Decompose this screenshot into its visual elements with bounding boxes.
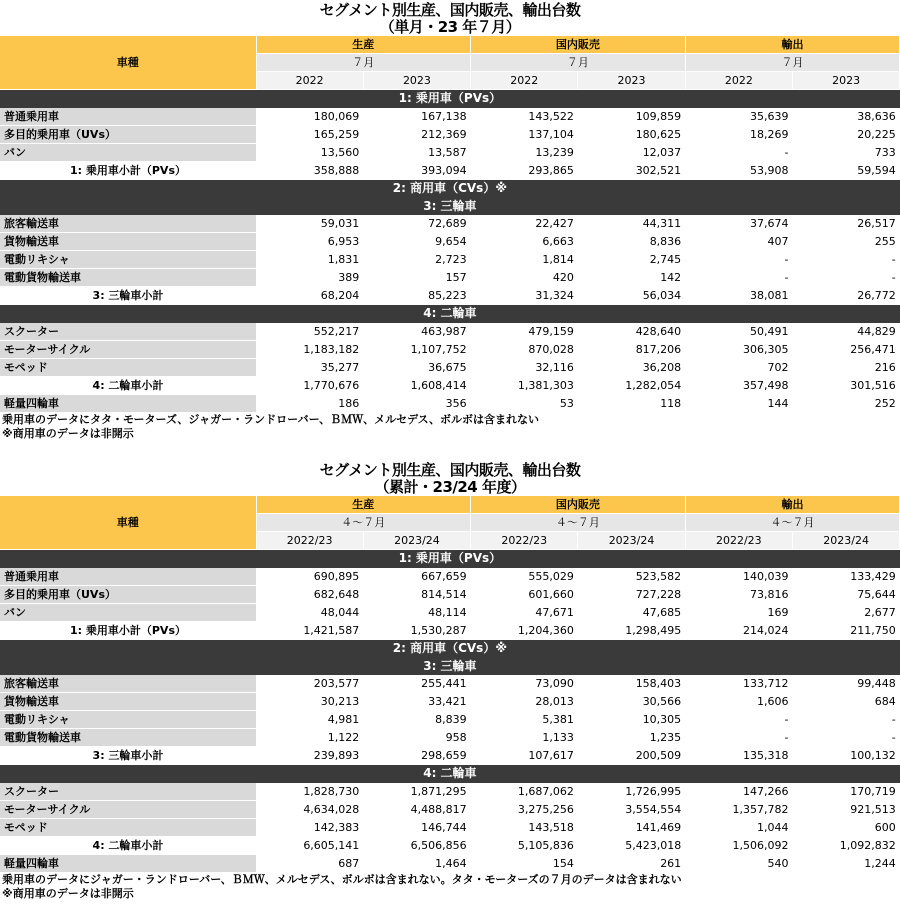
- cell-value: 36,675: [363, 358, 470, 376]
- cell-value: -: [792, 729, 899, 747]
- group-header: 輸出: [685, 496, 900, 514]
- year-header: 2022: [471, 72, 578, 90]
- cell-value: 48,114: [363, 603, 470, 621]
- cell-value: 1,133: [471, 729, 578, 747]
- row-label: バン: [0, 603, 256, 621]
- cell-value: 13,239: [471, 143, 578, 161]
- section-header: [0, 197, 900, 215]
- data-table: [0, 496, 900, 873]
- period-header: ７月: [471, 54, 686, 72]
- cell-value: 142: [578, 269, 685, 287]
- header-row-groups: [0, 36, 900, 54]
- cell-value: 169: [685, 603, 792, 621]
- cell-value: 428,640: [578, 323, 685, 341]
- cell-value: 306,305: [685, 340, 792, 358]
- cell-value: 1,726,995: [578, 783, 685, 801]
- cell-value: -: [685, 269, 792, 287]
- cell-value: 30,213: [256, 693, 363, 711]
- row-label: モペッド: [0, 358, 256, 376]
- group-header: 生産: [256, 36, 471, 54]
- cell-value: 141,469: [578, 818, 685, 836]
- group-header: 輸出: [685, 36, 900, 54]
- year-header: 2023/24: [792, 532, 899, 550]
- cell-value: 1,506,092: [685, 836, 792, 854]
- cell-value: 211,750: [792, 621, 899, 639]
- cell-value: 143,518: [471, 818, 578, 836]
- table-row: [0, 603, 900, 621]
- cell-value: 540: [685, 854, 792, 872]
- cell-value: 5,381: [471, 711, 578, 729]
- section-header: [0, 305, 900, 323]
- data-table: [0, 36, 900, 413]
- group-header: 生産: [256, 496, 471, 514]
- cell-value: 239,893: [256, 747, 363, 765]
- cell-value: 30,566: [578, 693, 685, 711]
- row-label: 軽量四輪車: [0, 854, 256, 872]
- cell-value: 12,037: [578, 143, 685, 161]
- cell-value: 555,029: [471, 568, 578, 586]
- cell-value: 1,357,782: [685, 800, 792, 818]
- table-row: [0, 233, 900, 251]
- year-header: 2022/23: [256, 532, 363, 550]
- row-label: 電動リキシャ: [0, 711, 256, 729]
- cell-value: 5,423,018: [578, 836, 685, 854]
- section-title: 4: 二輪車: [0, 305, 900, 323]
- cell-value: 146,744: [363, 818, 470, 836]
- row-label: 普通乗用車: [0, 568, 256, 586]
- footnotes: [0, 873, 900, 901]
- footnotes: [0, 413, 900, 441]
- table-row: [0, 783, 900, 801]
- year-header: 2023: [363, 72, 470, 90]
- cell-value: 20,225: [792, 125, 899, 143]
- table-row: [0, 568, 900, 586]
- row-label: スクーター: [0, 783, 256, 801]
- table-row: [0, 108, 900, 126]
- cell-value: 1,770,676: [256, 376, 363, 394]
- cell-value: 393,094: [363, 161, 470, 179]
- section-title: 3: 三輪車: [0, 657, 900, 675]
- cell-value: 1,244: [792, 854, 899, 872]
- cell-value: 1,204,360: [471, 621, 578, 639]
- section-title: 2: 商用車（CVs）※: [0, 179, 900, 197]
- cell-value: 302,521: [578, 161, 685, 179]
- cell-value: 479,159: [471, 323, 578, 341]
- cell-value: 2,745: [578, 251, 685, 269]
- row-label: 1: 乗用車小計（PVs）: [0, 161, 256, 179]
- cell-value: 56,034: [578, 287, 685, 305]
- row-label: 電動貨物輸送車: [0, 269, 256, 287]
- row-label: 多目的乗用車（UVs）: [0, 125, 256, 143]
- cell-value: 6,506,856: [363, 836, 470, 854]
- year-header: 2023: [792, 72, 899, 90]
- row-label: 4: 二輪車小計: [0, 836, 256, 854]
- cell-value: 1,044: [685, 818, 792, 836]
- cell-value: 85,223: [363, 287, 470, 305]
- cell-value: 690,895: [256, 568, 363, 586]
- section-header: [0, 90, 900, 108]
- cell-value: 9,654: [363, 233, 470, 251]
- table-row: [0, 585, 900, 603]
- table-row: [0, 251, 900, 269]
- cell-value: 68,204: [256, 287, 363, 305]
- row-label: モーターサイクル: [0, 800, 256, 818]
- section-title: 3: 三輪車: [0, 197, 900, 215]
- row-label: 軽量四輪車: [0, 394, 256, 412]
- row-label: モペッド: [0, 818, 256, 836]
- header-row-groups: [0, 496, 900, 514]
- cell-value: 170,719: [792, 783, 899, 801]
- row-label: 旅客輸送車: [0, 675, 256, 693]
- cell-value: 1,235: [578, 729, 685, 747]
- cell-value: 73,090: [471, 675, 578, 693]
- cell-value: 212,369: [363, 125, 470, 143]
- cell-value: 31,324: [471, 287, 578, 305]
- cell-value: 1,122: [256, 729, 363, 747]
- title-line-2: （単月・23 年７月）: [379, 18, 521, 36]
- year-header: 2022: [685, 72, 792, 90]
- cell-value: 4,634,028: [256, 800, 363, 818]
- row-label: 電動リキシャ: [0, 251, 256, 269]
- cell-value: -: [685, 729, 792, 747]
- cell-value: 2,723: [363, 251, 470, 269]
- cell-value: 1,687,062: [471, 783, 578, 801]
- cell-value: -: [685, 251, 792, 269]
- cell-value: 3,554,554: [578, 800, 685, 818]
- cell-value: 687: [256, 854, 363, 872]
- cell-value: 255: [792, 233, 899, 251]
- cell-value: 1,381,303: [471, 376, 578, 394]
- cell-value: 47,685: [578, 603, 685, 621]
- cell-value: 53: [471, 394, 578, 412]
- table-row: [0, 675, 900, 693]
- table-row: [0, 818, 900, 836]
- cell-value: 733: [792, 143, 899, 161]
- cell-value: 75,644: [792, 585, 899, 603]
- cell-value: 684: [792, 693, 899, 711]
- subtotal-row: [0, 747, 900, 765]
- table-row: [0, 215, 900, 233]
- cell-value: 167,138: [363, 108, 470, 126]
- cell-value: 28,013: [471, 693, 578, 711]
- cell-value: 1,871,295: [363, 783, 470, 801]
- cell-value: 463,987: [363, 323, 470, 341]
- cell-value: 958: [363, 729, 470, 747]
- cell-value: 667,659: [363, 568, 470, 586]
- period-header: ７月: [685, 54, 900, 72]
- cell-value: 26,772: [792, 287, 899, 305]
- cell-value: 301,516: [792, 376, 899, 394]
- cell-value: 59,594: [792, 161, 899, 179]
- cell-value: 1,608,414: [363, 376, 470, 394]
- cell-value: 50,491: [685, 323, 792, 341]
- cell-value: 203,577: [256, 675, 363, 693]
- cell-value: 35,639: [685, 108, 792, 126]
- cell-value: 140,039: [685, 568, 792, 586]
- cell-value: 180,069: [256, 108, 363, 126]
- period-header: ４～７月: [256, 514, 471, 532]
- footnote: ※商用車のデータは非開示: [2, 426, 134, 440]
- cell-value: 814,514: [363, 585, 470, 603]
- cell-value: 1,464: [363, 854, 470, 872]
- row-label: 普通乗用車: [0, 108, 256, 126]
- subtotal-row: [0, 621, 900, 639]
- year-header: 2023/24: [578, 532, 685, 550]
- year-header: 2023: [578, 72, 685, 90]
- row-label: 貨物輸送車: [0, 233, 256, 251]
- cell-value: 109,859: [578, 108, 685, 126]
- cell-value: 357,498: [685, 376, 792, 394]
- table-title: [0, 2, 900, 36]
- cell-value: 53,908: [685, 161, 792, 179]
- section-header: [0, 550, 900, 568]
- cell-value: 8,839: [363, 711, 470, 729]
- period-header: ４～７月: [471, 514, 686, 532]
- group-header: 国内販売: [471, 36, 686, 54]
- row-label: 3: 三輪車小計: [0, 287, 256, 305]
- section-title: 2: 商用車（CVs）※: [0, 639, 900, 657]
- cell-value: 142,383: [256, 818, 363, 836]
- section-header: [0, 179, 900, 197]
- monthly-table-block: [0, 2, 900, 441]
- cell-value: 135,318: [685, 747, 792, 765]
- subtotal-row: [0, 836, 900, 854]
- row-label: 貨物輸送車: [0, 693, 256, 711]
- row-label: モーターサイクル: [0, 340, 256, 358]
- cell-value: 48,044: [256, 603, 363, 621]
- cell-value: 99,448: [792, 675, 899, 693]
- table-row: [0, 358, 900, 376]
- cell-value: 817,206: [578, 340, 685, 358]
- section-title: 1: 乗用車（PVs）: [0, 550, 900, 568]
- table-row: [0, 323, 900, 341]
- table-row: [0, 269, 900, 287]
- cell-value: 252: [792, 394, 899, 412]
- year-header: 2022: [256, 72, 363, 90]
- year-header: 2023/24: [363, 532, 470, 550]
- cell-value: 13,560: [256, 143, 363, 161]
- cell-value: 165,259: [256, 125, 363, 143]
- cell-value: 682,648: [256, 585, 363, 603]
- subtotal-row: [0, 287, 900, 305]
- cell-value: 6,953: [256, 233, 363, 251]
- row-label: 4: 二輪車小計: [0, 376, 256, 394]
- cell-value: 26,517: [792, 215, 899, 233]
- cell-value: 37,674: [685, 215, 792, 233]
- table-row: [0, 693, 900, 711]
- cell-value: 144: [685, 394, 792, 412]
- cell-value: 523,582: [578, 568, 685, 586]
- cell-value: 702: [685, 358, 792, 376]
- cell-value: 407: [685, 233, 792, 251]
- cell-value: 870,028: [471, 340, 578, 358]
- section-title: 1: 乗用車（PVs）: [0, 90, 900, 108]
- cell-value: 44,829: [792, 323, 899, 341]
- title-line-2: （累計・23/24 年度）: [374, 478, 526, 496]
- section-header: [0, 639, 900, 657]
- cell-value: 1,298,495: [578, 621, 685, 639]
- cell-value: 73,816: [685, 585, 792, 603]
- row-label: 旅客輸送車: [0, 215, 256, 233]
- cell-value: 389: [256, 269, 363, 287]
- subtotal-row: [0, 376, 900, 394]
- cell-value: 255,441: [363, 675, 470, 693]
- cell-value: 1,814: [471, 251, 578, 269]
- cell-value: 59,031: [256, 215, 363, 233]
- cell-value: 1,183,182: [256, 340, 363, 358]
- title-line-1: セグメント別生産、国内販売、輸出台数: [319, 1, 581, 19]
- period-header: ７月: [256, 54, 471, 72]
- cell-value: 158,403: [578, 675, 685, 693]
- cell-value: -: [792, 269, 899, 287]
- cell-value: 10,305: [578, 711, 685, 729]
- cell-value: 4,488,817: [363, 800, 470, 818]
- cell-value: 261: [578, 854, 685, 872]
- table-title: [0, 462, 900, 496]
- cell-value: 47,671: [471, 603, 578, 621]
- cell-value: 200,509: [578, 747, 685, 765]
- cell-value: -: [792, 711, 899, 729]
- cell-value: 133,712: [685, 675, 792, 693]
- cell-value: 22,427: [471, 215, 578, 233]
- cell-value: 1,282,054: [578, 376, 685, 394]
- title-line-1: セグメント別生産、国内販売、輸出台数: [319, 461, 581, 479]
- cell-value: 18,269: [685, 125, 792, 143]
- cell-value: 1,828,730: [256, 783, 363, 801]
- cell-value: 100,132: [792, 747, 899, 765]
- group-header: 国内販売: [471, 496, 686, 514]
- section-header: [0, 657, 900, 675]
- subtotal-row: [0, 161, 900, 179]
- table-row: [0, 340, 900, 358]
- cell-value: -: [685, 143, 792, 161]
- cell-value: 1,530,287: [363, 621, 470, 639]
- table-row: [0, 143, 900, 161]
- cell-value: 216: [792, 358, 899, 376]
- cell-value: 552,217: [256, 323, 363, 341]
- table-row: [0, 800, 900, 818]
- cell-value: 33,421: [363, 693, 470, 711]
- cell-value: 133,429: [792, 568, 899, 586]
- cell-value: 157: [363, 269, 470, 287]
- cell-value: 1,421,587: [256, 621, 363, 639]
- vehicle-type-header: 車種: [0, 496, 256, 550]
- cell-value: 358,888: [256, 161, 363, 179]
- cell-value: 1,107,752: [363, 340, 470, 358]
- row-label: バン: [0, 143, 256, 161]
- cell-value: 1,831: [256, 251, 363, 269]
- cell-value: 154: [471, 854, 578, 872]
- footnote: 乗用車のデータにジャガー・ランドローバー、ＢＭＷ、メルセデス、ボルボは含まれない。タタ・モーターズの７月のデータは含まれない: [2, 872, 682, 886]
- cell-value: 1,092,832: [792, 836, 899, 854]
- table-row: [0, 394, 900, 412]
- cell-value: 32,116: [471, 358, 578, 376]
- footnote: ※商用車のデータは非開示: [2, 886, 134, 900]
- cell-value: 921,513: [792, 800, 899, 818]
- row-label: 電動貨物輸送車: [0, 729, 256, 747]
- cell-value: 601,660: [471, 585, 578, 603]
- cell-value: -: [792, 251, 899, 269]
- row-label: 1: 乗用車小計（PVs）: [0, 621, 256, 639]
- section-header: [0, 765, 900, 783]
- cell-value: 298,659: [363, 747, 470, 765]
- cell-value: 143,522: [471, 108, 578, 126]
- row-label: 多目的乗用車（UVs）: [0, 585, 256, 603]
- cell-value: 147,266: [685, 783, 792, 801]
- cell-value: 293,865: [471, 161, 578, 179]
- cumulative-table-block: [0, 462, 900, 901]
- table-row: [0, 125, 900, 143]
- cell-value: 13,587: [363, 143, 470, 161]
- cell-value: 38,081: [685, 287, 792, 305]
- cell-value: 4,981: [256, 711, 363, 729]
- cell-value: 6,605,141: [256, 836, 363, 854]
- cell-value: 256,471: [792, 340, 899, 358]
- table-row: [0, 711, 900, 729]
- cell-value: 44,311: [578, 215, 685, 233]
- cell-value: 1,606: [685, 693, 792, 711]
- table-row: [0, 854, 900, 872]
- cell-value: 107,617: [471, 747, 578, 765]
- cell-value: 420: [471, 269, 578, 287]
- cell-value: 8,836: [578, 233, 685, 251]
- period-header: ４～７月: [685, 514, 900, 532]
- cell-value: 118: [578, 394, 685, 412]
- cell-value: 38,636: [792, 108, 899, 126]
- cell-value: -: [685, 711, 792, 729]
- cell-value: 180,625: [578, 125, 685, 143]
- year-header: 2022/23: [471, 532, 578, 550]
- cell-value: 356: [363, 394, 470, 412]
- cell-value: 35,277: [256, 358, 363, 376]
- table-row: [0, 729, 900, 747]
- section-title: 4: 二輪車: [0, 765, 900, 783]
- cell-value: 214,024: [685, 621, 792, 639]
- cell-value: 6,663: [471, 233, 578, 251]
- footnote: 乗用車のデータにタタ・モーターズ、ジャガー・ランドローバー、ＢＭＷ、メルセデス、ボルボは含まれない: [2, 412, 540, 426]
- cell-value: 2,677: [792, 603, 899, 621]
- cell-value: 3,275,256: [471, 800, 578, 818]
- cell-value: 137,104: [471, 125, 578, 143]
- cell-value: 72,689: [363, 215, 470, 233]
- cell-value: 600: [792, 818, 899, 836]
- cell-value: 36,208: [578, 358, 685, 376]
- cell-value: 5,105,836: [471, 836, 578, 854]
- cell-value: 727,228: [578, 585, 685, 603]
- row-label: スクーター: [0, 323, 256, 341]
- cell-value: 186: [256, 394, 363, 412]
- row-label: 3: 三輪車小計: [0, 747, 256, 765]
- year-header: 2022/23: [685, 532, 792, 550]
- vehicle-type-header: 車種: [0, 36, 256, 90]
